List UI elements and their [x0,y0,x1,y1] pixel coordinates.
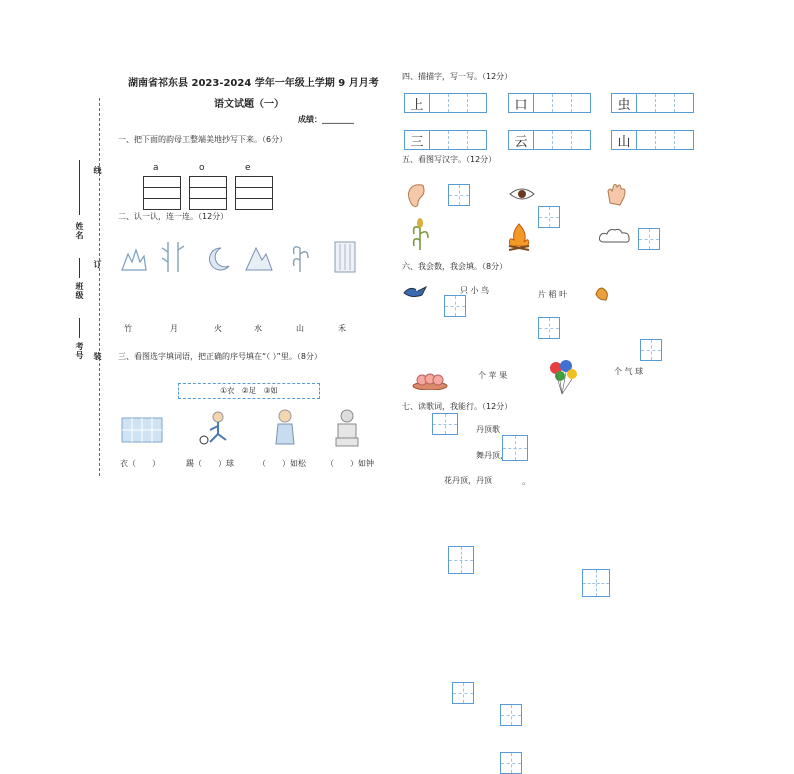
binding-class-blank[interactable] [79,258,80,278]
standing-figure-icon [268,408,302,448]
q2-word-he[interactable]: 禾 [338,324,346,333]
q4-char-yun: 云 [509,131,534,149]
fruit-plate-icon [412,370,448,390]
binding-label-zhuang: 装 [93,352,102,361]
q7-line-2: 花丹顶，丹顶 [444,476,492,485]
q6-picture-apples [412,370,448,390]
q4-char-san: 三 [405,131,430,149]
bamboo-sketch-icon [160,240,186,274]
q7-box-2[interactable] [500,704,522,726]
q4-char-shang: 上 [405,94,430,112]
q6-box-apples[interactable] [448,546,474,574]
q1-letter-o: o [199,163,205,173]
q4-char-kou: 口 [509,94,534,112]
rice-plant-icon [288,240,312,274]
q2-word-zhu[interactable]: 竹 [124,324,132,333]
q5-picture-cloud [598,226,632,246]
q3-title: 三、看图选字填词语，把正确的序号填在“（ ）”里。（8分） [118,352,322,361]
binding-label-class: 班级 [75,282,84,300]
q6-label-birds: 只 小 鸟 [460,286,490,295]
ear-icon [404,181,430,211]
q5-picture-ear [404,181,430,211]
waterfall-icon [332,240,358,274]
q5-box-wheat[interactable] [444,295,466,317]
q3-picture-sit [330,408,364,448]
q3-item-pine[interactable]: （ ）如松 [258,459,306,468]
score-field[interactable]: 成绩：________ [298,115,354,124]
binding-dashed-line [99,98,100,476]
q5-picture-hand [604,181,630,207]
q4-grid-kou[interactable] [508,93,591,113]
q4-grid-shang[interactable] [404,93,487,113]
q3-item-bell[interactable]: （ ）如钟 [326,459,374,468]
binding-label-ding: 订 [93,260,102,269]
q6-picture-birds [400,283,430,299]
q4-grid-shan[interactable] [611,130,694,150]
q5-picture-eye [508,186,536,202]
q5-picture-fire [506,222,532,252]
q6-label-balloons: 个 气 球 [614,367,644,376]
q5-box-eye[interactable] [538,206,560,228]
page-subtitle: 语文试题（一） [214,99,284,110]
q3-item-kick[interactable]: 踢（ ）球 [186,459,234,468]
fire-sketch-icon [118,244,148,272]
q7-title: 七、读歌词，我能行。（12分） [402,402,513,411]
q2-picture-water [332,240,358,274]
q1-writing-lines-o[interactable] [189,176,227,210]
q1-letter-a: a [153,163,159,173]
q4-title: 四、描描字，写一写。（12分） [402,72,513,81]
q6-picture-leaves [594,286,610,302]
q4-grid-chong[interactable] [611,93,694,113]
binding-examno-blank[interactable] [79,318,80,338]
q2-picture-moon [205,246,231,272]
q1-letter-e: e [245,163,251,173]
q2-picture-mountain [244,244,274,272]
hand-icon [604,181,630,207]
q4-char-chong: 虫 [612,94,637,112]
q1-title: 一、把下面的韵母工整端美地抄写下来。（6分） [118,135,288,144]
q2-word-shui[interactable]: 水 [254,324,262,333]
leaf-icon [594,286,610,302]
q3-picture-kick-ball [198,410,232,446]
binding-label-xian: 线 [93,166,102,175]
q5-box-hand[interactable] [638,228,660,250]
binding-label-name: 姓名 [75,222,84,240]
q2-title: 二、认一认，连一连。（12分） [118,212,229,221]
q6-label-apples: 个 苹 果 [478,371,508,380]
bird-icon [400,283,430,299]
moon-icon [205,246,231,272]
q3-picture-stand [268,408,302,448]
q4-char-shan: 山 [612,131,637,149]
q5-box-fire[interactable] [538,317,560,339]
q3-picture-clothes [120,414,164,444]
q7-box-1[interactable] [452,682,474,704]
q3-options-box: ①衣 ②足 ③如 [178,383,320,399]
cloud-icon [598,226,632,246]
grain-plant-icon [408,218,432,252]
q3-item-clothes[interactable]: 衣（ ） [120,459,160,468]
q7-period: 。 [522,477,530,486]
q7-box-3[interactable] [500,752,522,774]
q5-box-cloud[interactable] [640,339,662,361]
mountain-icon [244,244,274,272]
campfire-icon [506,222,532,252]
sitting-figure-icon [330,408,364,448]
q6-picture-balloons [548,360,578,396]
balloons-icon [548,360,578,396]
q6-box-balloons[interactable] [582,569,610,597]
binding-name-blank[interactable] [79,160,80,215]
q7-line-1: 舞丹顶， [476,451,508,460]
q5-title: 五、看图写汉字。（12分） [402,155,497,164]
q4-grid-yun[interactable] [508,130,591,150]
q4-grid-san[interactable] [404,130,487,150]
q1-writing-lines-a[interactable] [143,176,181,210]
page-title: 湖南省祁东县 2023-2024 学年一年级上学期 9 月月考 [128,78,379,89]
q1-writing-lines-e[interactable] [235,176,273,210]
q2-picture-bamboo [160,240,186,274]
q2-word-huo[interactable]: 火 [214,324,222,333]
q2-picture-grain [288,240,312,274]
q2-word-shan[interactable]: 山 [296,324,304,333]
q6-box-birds[interactable] [432,413,458,435]
q7-poem-title: 丹顶歌 [476,425,500,434]
q5-picture-wheat [408,218,432,252]
q6-label-leaves: 片 稻 叶 [538,290,568,299]
q2-word-yue[interactable]: 月 [170,324,178,333]
q2-picture-fire [118,244,148,272]
clothes-grid-icon [120,414,164,444]
binding-label-examno: 考号 [75,342,84,360]
q6-title: 六、我会数，我会填。（8分） [402,262,508,271]
q5-box-ear[interactable] [448,184,470,206]
kicking-child-icon [198,410,232,446]
eye-icon [508,186,536,202]
